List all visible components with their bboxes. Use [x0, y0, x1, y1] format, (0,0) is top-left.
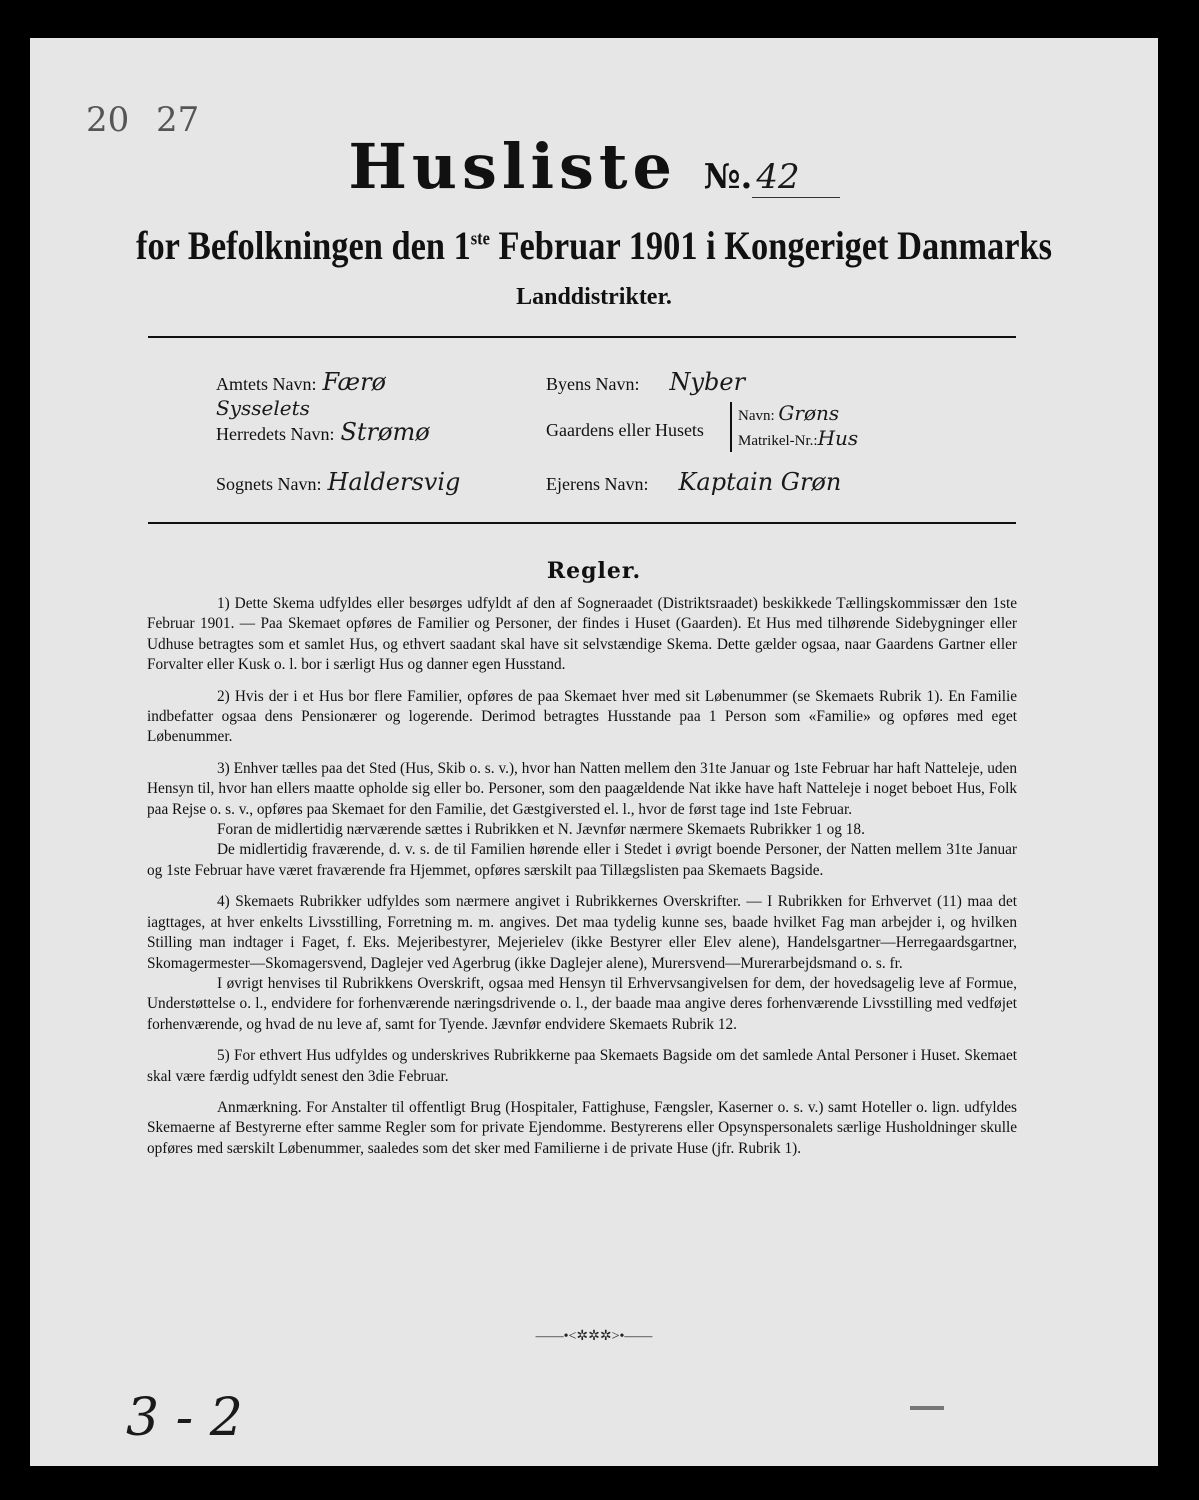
gaard-matrikel-row	[738, 427, 858, 452]
stamp-number-a: 20	[86, 100, 130, 140]
herred-label: Herredets Navn:	[216, 424, 335, 444]
rule-5: 5) For ethvert Hus udfyldes og underskrives Rubrikkerne paa Skemaets Bagside om det samlede Antal Personer i Huset. Skemaet skal være færdig udfyldt senest den 3die Februar.	[147, 1047, 1017, 1085]
gaard-matrikel-value: Hus	[817, 426, 859, 450]
rule-4: 4) Skemaets Rubrikker udfyldes som nærmere angivet i Rubrikkernes Overskrifter. — I Rubrikken for Erhvervet (11) maa det iagttages, at hver enkelts Livsstilling, Forretning m. m. angives. Det maa tydelig kunne ses, baade hvilket Fag man arbejder i, og hvilken Stilling man indtager i Faget, f. Eks. Mejeribestyrer, Mejerielev (ikke Bestyrer eller Elev alene), Handelsgartner—Herregaardsgartner, Skomagermester—Skomagersvend, Daglejer ved Agerbrug (ikke Daglejer alene), Murersvend—Murerarbejdsmand o. s. fr.	[147, 893, 1017, 972]
title-text: Husliste	[348, 130, 677, 203]
form-subtitle-2: Landdistrikter.	[516, 284, 672, 310]
ink-mark	[910, 1406, 944, 1410]
ejer-value: Kaptain Grøn	[678, 468, 842, 496]
rules-heading: Regler.	[546, 558, 642, 584]
gaard-brace	[730, 402, 858, 452]
subtitle-pre: for Befolkningen den 1	[135, 223, 471, 268]
remark: Anmærkning. For Anstalter til offentligt Brug (Hospitaler, Fattighuse, Fængsler, Kaserner o. s. v.) samt Hoteller o. lign. udfyldes Skemaerne af Bestyrerne efter samme Regler som for private Ejendomme. Bestyrerens eller Opsynspersonalets særlige Husholdninger skulle opføres med særskilt Løbenummer, saaledes som det sker med Familierne i de private Huse (jfr. Rubrik 1).	[147, 1098, 1017, 1157]
ornament-divider: ——•<✲✲✲>•——	[535, 1329, 653, 1344]
by-field	[546, 368, 745, 396]
rule-1: 1) Dette Skema udfyldes eller besørges udfyldt af den af Sogneraadet (Distriktsraadet) beskikkede Tællingskommissær den 1ste Februar 1901. — Paa Skemaet opføres de Familier og Personer, der findes i Huset (Gaarden). Et Hus med tilhørende Sidebygninger eller Udhuse betragtes som et samlet Hus, og ethvert saadant skal have sit selvstændige Skema. Dette gælder ogsaa, naar Gaardens Gartner eller Forvalter eller Kusk o. l. bor i særligt Hus og danner egen Husstand.	[147, 595, 1017, 674]
rules-body	[147, 594, 1017, 1170]
gaard-navn-value: Grøns	[778, 401, 840, 425]
subtitle-post: Februar 1901 i Kongeriget Danmarks	[489, 223, 1053, 268]
sogn-value: Haldersvig	[327, 468, 461, 496]
top-rule	[148, 336, 1016, 338]
by-value: Nyber	[669, 368, 746, 396]
ejer-field	[546, 468, 841, 496]
gaard-field	[546, 420, 704, 441]
subtitle-sup: ste	[470, 228, 490, 250]
gaard-navn-label: Navn:	[738, 408, 775, 424]
number-label: №.	[703, 157, 753, 197]
rule-4-note: I øvrigt henvises til Rubrikkens Overskrift, ogsaa med Hensyn til Erhvervsangivelsen for dem, der hovedsagelig leve af Formue, Understøttelse o. l., endvidere for forhenværende næringsdrivende o. l., der baade maa angive deres forhenværende Livsstilling med vedføjet forhenværende, og hvad de nu leve af, samt for Tyende. Jævnfør endvidere Skemaets Rubrik 12.	[147, 974, 1017, 1033]
rule-3: 3) Enhver tælles paa det Sted (Hus, Skib o. s. v.), hvor han Natten mellem den 31te Januar og 1ste Februar har haft Natteleje, uden Hensyn til, hvor han ellers maatte opholde sig eller bo. Personer, som den paagældende Nat ikke have haft Natteleje i noget beboet Hus, Folk paa Rejse o. s. v., opføres paa Skemaet for den Familie, det Gæstgiversted el. l., hvor de først tage ind 1ste Februar.	[147, 759, 1017, 818]
sogn-label: Sognets Navn:	[216, 474, 322, 494]
stamp-bottom-number: 3 - 2	[126, 1388, 243, 1448]
herred-overwrite-text: Sysselets	[216, 396, 310, 420]
by-label: Byens Navn:	[546, 374, 640, 394]
bottom-rule	[148, 522, 1016, 524]
gaard-label: Gaardens eller Husets	[546, 420, 704, 440]
gaard-navn-row	[738, 402, 858, 427]
ejer-label: Ejerens Navn:	[546, 474, 649, 494]
amt-label: Amtets Navn:	[216, 374, 317, 394]
stamp-number-b: 27	[156, 100, 200, 140]
form-title	[30, 130, 1158, 203]
herred-field	[216, 418, 430, 446]
list-number: 42	[752, 157, 839, 198]
gaard-matrikel-label: Matrikel-Nr.:	[738, 433, 818, 449]
amt-value: Færø	[322, 368, 387, 396]
sogn-field	[216, 468, 460, 496]
rule-2: 2) Hvis der i et Hus bor flere Familier, opføres de paa Skemaet hver med sit Løbenummer (se Skemaets Rubrik 1). En Familie indbefatter ogsaa dens Pensionærer og logerende. Derimod betragtes Husstande paa 1 Person som «Familie» og opføres med eget Løbenummer.	[147, 687, 1017, 746]
herred-overwrite	[216, 396, 310, 420]
rule-3-note-a: Foran de midlertidig nærværende sættes i Rubrikken et N. Jævnfør nærmere Skemaets Rubrikker 1 og 18.	[217, 821, 865, 839]
herred-value: Strømø	[340, 418, 430, 446]
rule-3-note-b: De midlertidig fraværende, d. v. s. de til Familien hørende eller i Stedet i øvrigt boende Personer, der Natten mellem 31te Januar og 1ste Februar have været fraværende fra Hjemmet, opføres særskilt paa Tillægslisten paa Skemaets Bagside.	[147, 841, 1017, 879]
amt-field	[216, 368, 386, 396]
form-subtitle	[109, 222, 1079, 269]
census-sheet	[30, 38, 1158, 1466]
